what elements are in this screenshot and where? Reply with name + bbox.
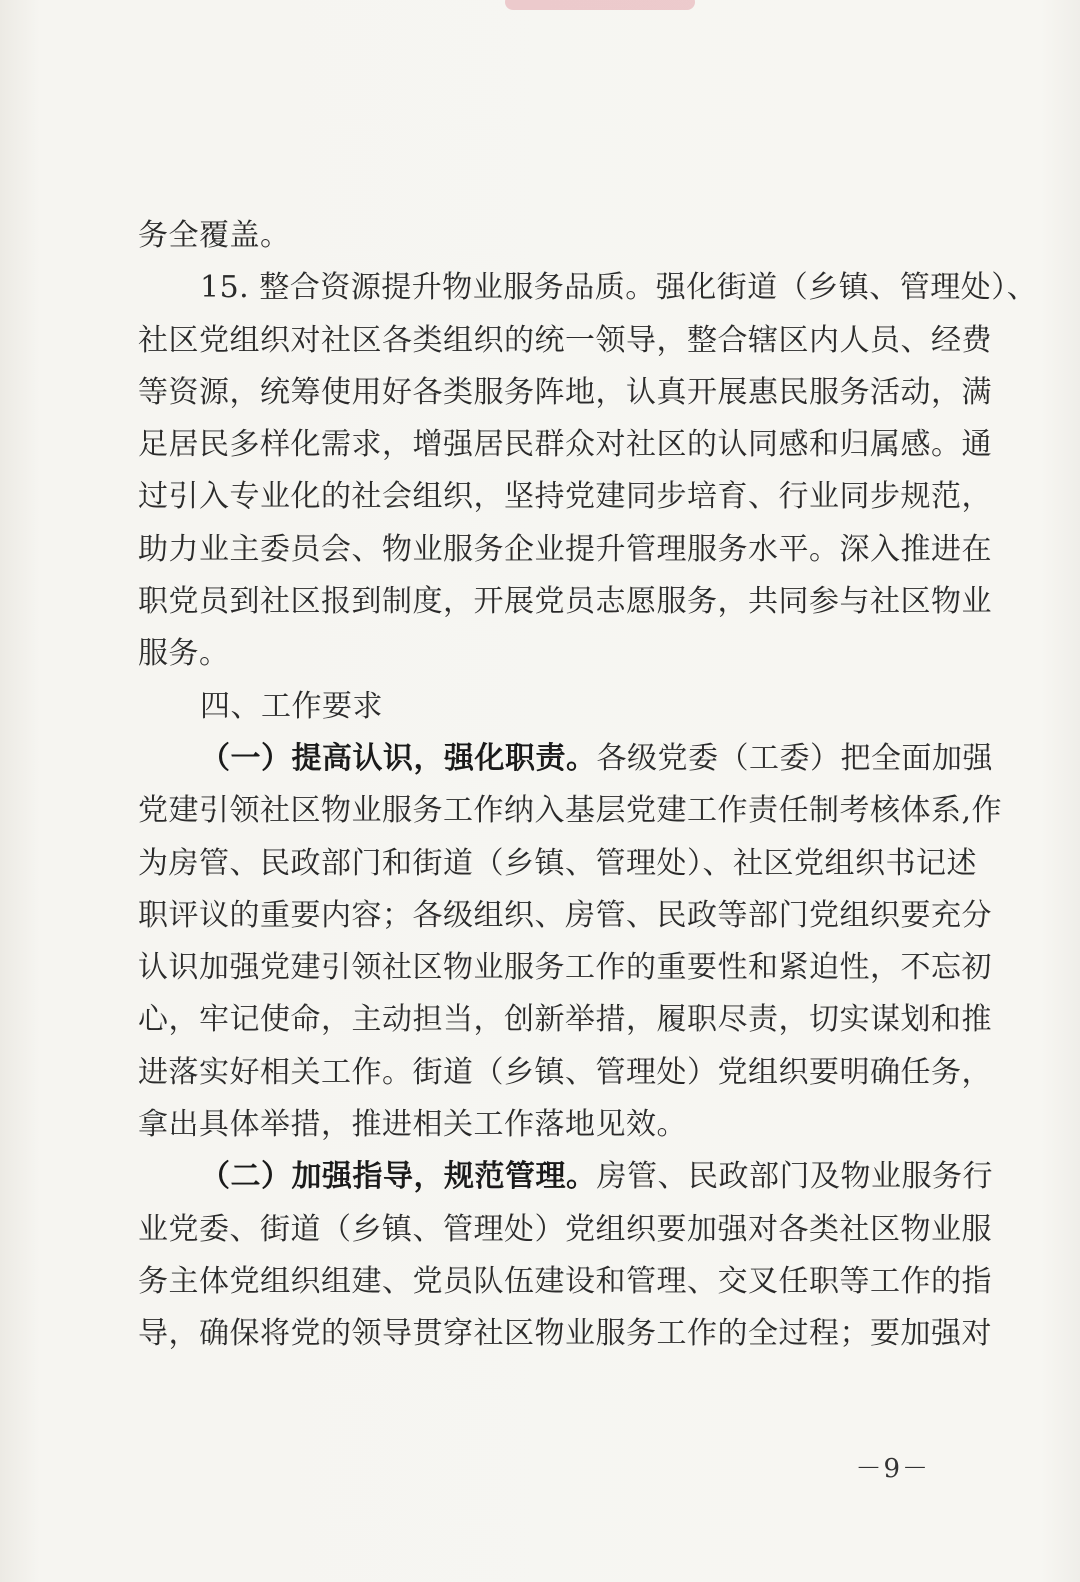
text-line bbox=[138, 785, 1003, 837]
line-text: 业党委、街道（乡镇、管理处）党组织要加强对各类社区物业服 bbox=[138, 1211, 992, 1247]
text-line bbox=[138, 1204, 992, 1256]
line-text: 务主体党组织组建、党员队伍建设和管理、交叉任职等工作的指 bbox=[138, 1263, 992, 1299]
text-line bbox=[138, 942, 992, 994]
text-line bbox=[138, 367, 992, 419]
line-text: 四、工作要求 bbox=[200, 688, 383, 724]
line-text: 导，确保将党的领导贯穿社区物业服务工作的全过程；要加强对 bbox=[138, 1316, 992, 1352]
line-text: 职评议的重要内容；各级组织、房管、民政等部门党组织要充分 bbox=[138, 897, 992, 933]
item-number: 15. bbox=[200, 270, 260, 306]
text-line bbox=[138, 994, 992, 1046]
text-line bbox=[138, 733, 993, 785]
text-line bbox=[138, 576, 992, 628]
line-text: 进落实好相关工作。街道（乡镇、管理处）党组织要明确任务， bbox=[138, 1054, 992, 1090]
text-line bbox=[138, 262, 1038, 314]
line-text: 职党员到社区报到制度，开展党员志愿服务，共同参与社区物业 bbox=[138, 584, 992, 620]
text-line bbox=[138, 1099, 948, 1151]
text-line bbox=[138, 524, 992, 576]
page-number: －9－ bbox=[855, 1454, 930, 1484]
line-text: 助力业主委员会、物业服务企业提升管理服务水平。深入推进在 bbox=[138, 531, 992, 567]
text-line bbox=[138, 210, 948, 262]
line-text: 为房管、民政部门和街道（乡镇、管理处）、社区党组织书记述 bbox=[138, 845, 977, 881]
text-line bbox=[138, 681, 948, 733]
line-text: 务全覆盖。 bbox=[138, 218, 291, 253]
line-text: 房管、民政部门及物业服务行 bbox=[596, 1159, 993, 1195]
section-heading: （一）提高认识，强化职责。 bbox=[200, 740, 597, 776]
text-line bbox=[138, 315, 992, 367]
line-text: 整合资源提升物业服务品质。强化街道（乡镇、管理处）、 bbox=[259, 270, 1038, 306]
text-line bbox=[138, 471, 992, 523]
line-text: 足居民多样化需求，增强居民群众对社区的认同感和归属感。通 bbox=[138, 427, 992, 463]
text-line bbox=[138, 1151, 993, 1203]
text-line bbox=[138, 628, 948, 680]
text-line bbox=[138, 419, 992, 471]
text-line bbox=[138, 890, 992, 942]
section-heading: （二）加强指导，规范管理。 bbox=[200, 1159, 597, 1195]
text-line bbox=[138, 838, 977, 890]
text-line bbox=[138, 1256, 992, 1308]
line-text: 认识加强党建引领社区物业服务工作的重要性和紧迫性，不忘初 bbox=[138, 950, 992, 986]
line-text: 等资源，统筹使用好各类服务阵地，认真开展惠民服务活动，满 bbox=[138, 374, 992, 410]
red-stamp-mark bbox=[505, 0, 695, 10]
text-line bbox=[138, 1308, 992, 1360]
line-text: 服务。 bbox=[138, 636, 230, 672]
line-text: 拿出具体举措，推进相关工作落地见效。 bbox=[138, 1107, 687, 1143]
body-text bbox=[138, 210, 1038, 1361]
line-text: 各级党委（工委）把全面加强 bbox=[596, 740, 993, 776]
line-text: 党建引领社区物业服务工作纳入基层党建工作责任制考核体系,作 bbox=[138, 793, 1003, 829]
text-line bbox=[138, 1047, 992, 1099]
line-text: 过引入专业化的社会组织，坚持党建同步培育、行业同步规范， bbox=[138, 479, 992, 515]
line-text: 心，牢记使命，主动担当，创新举措，履职尽责，切实谋划和推 bbox=[138, 1002, 992, 1038]
line-text: 社区党组织对社区各类组织的统一领导，整合辖区内人员、经费 bbox=[138, 322, 992, 358]
